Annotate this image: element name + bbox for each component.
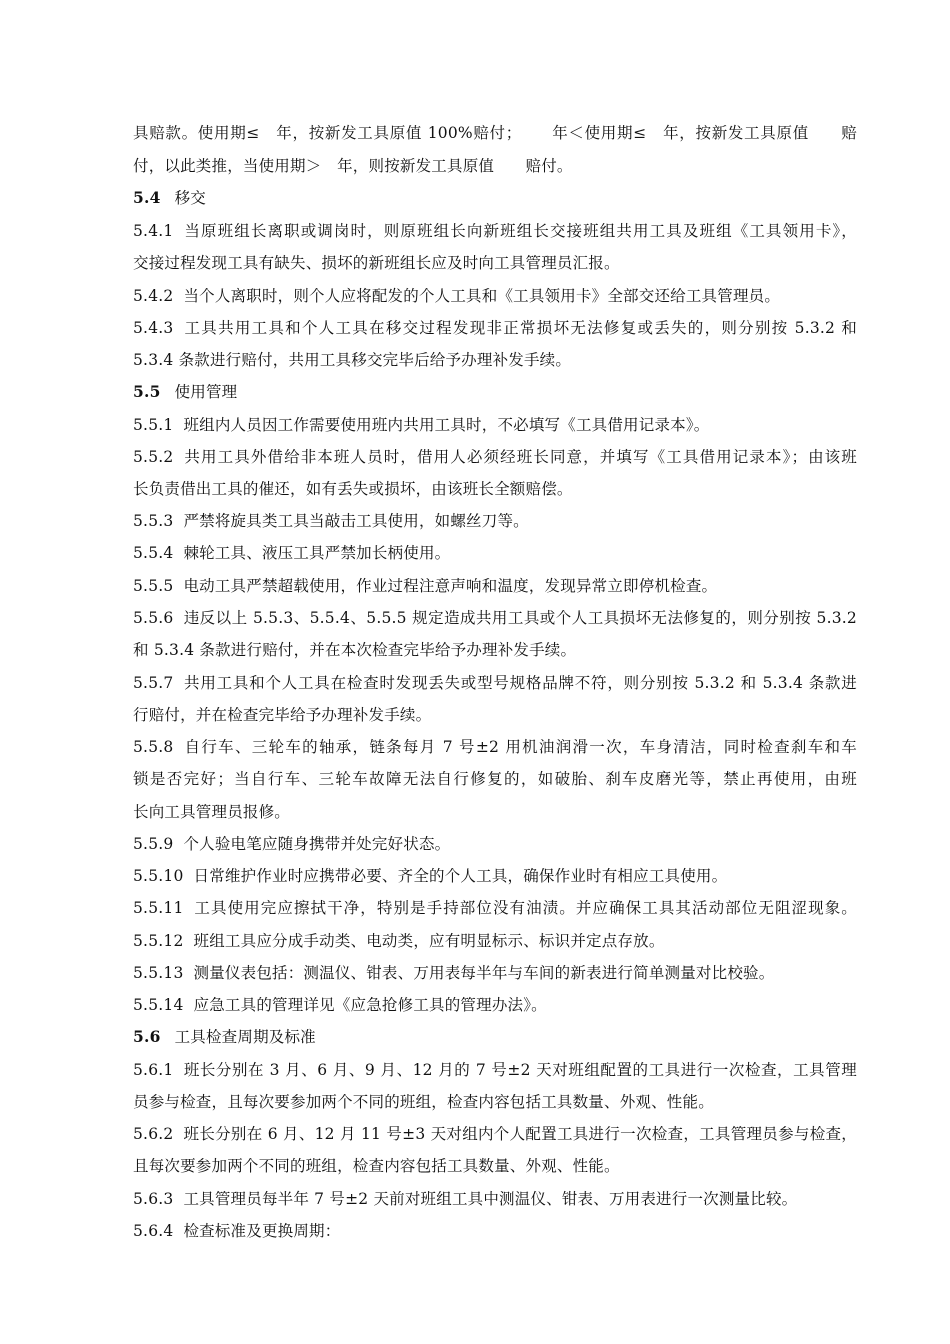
text-line: 具赔款。使用期≤ 年，按新发工具原值 100%赔付； 年＜使用期≤ 年，按新发工具原值 赔 [133,124,857,142]
text-line: 行赔付，并在检查完毕给予办理补发手续。 [133,706,432,724]
clause-line: 5.4.2 当个人离职时，则个人应将配发的个人工具和《工具领用卡》全部交还给工具管理员。 [133,287,781,305]
text-line: 和 5.3.4 条款进行赔付，并在本次检查完毕给予办理补发手续。 [133,641,577,659]
clause-line: 5.5.4 棘轮工具、液压工具严禁加长柄使用。 [133,544,451,562]
clause-line: 5.6.3 工具管理员每半年 7 号±2 天前对班组工具中测温仪、钳表、万用表进行一次测量比较。 [133,1190,798,1208]
text-line: 且每次要参加两个不同的班组，检查内容包括工具数量、外观、性能。 [133,1157,620,1175]
clause-line: 5.5.14 应急工具的管理详见《应急抢修工具的管理办法》。 [133,996,547,1014]
text-line: 付，以此类推，当使用期＞ 年，则按新发工具原值 赔付。 [133,157,573,175]
clause-line: 5.5.3 严禁将旋具类工具当敲击工具使用，如螺丝刀等。 [133,512,529,530]
text-line: 长负责借出工具的催还，如有丢失或损坏，由该班长全额赔偿。 [133,480,573,498]
text-line: 锁是否完好；当自行车、三轮车故障无法自行修复的，如破胎、刹车皮磨光等，禁止再使用，由班 [133,770,857,788]
clause-line: 5.5.1 班组内人员因工作需要使用班内共用工具时，不必填写《工具借用记录本》。 [133,416,710,434]
section-heading: 5.6 工具检查周期及标准 [133,1027,316,1046]
clause-line: 5.6.4 检查标准及更换周期： [133,1222,341,1240]
clause-line: 5.4.3 工具共用工具和个人工具在移交过程发现非正常损坏无法修复或丢失的，则分别按 5.3.2 和 [133,319,857,337]
section-heading: 5.4 移交 [133,188,206,207]
section-heading: 5.5 使用管理 [133,382,238,401]
clause-line: 5.5.9 个人验电笔应随身携带并处完好状态。 [133,835,451,853]
text-line: 5.3.4 条款进行赔付，共用工具移交完毕后给予办理补发手续。 [133,351,572,369]
clause-line: 5.4.1 当原班组长离职或调岗时，则原班组长向新班组长交接班组共用工具及班组《工具领用卡》， [133,222,857,240]
clause-line: 5.6.2 班长分别在 6 月、12 月 11 号±3 天对组内个人配置工具进行一次检查，工具管理员参与检查， [133,1125,857,1143]
clause-line: 5.5.8 自行车、三轮车的轴承，链条每月 7 号±2 用机油润滑一次，车身清洁，同时检查刹车和车 [133,738,857,756]
clause-line: 5.6.1 班长分别在 3 月、6 月、9 月、12 月的 7 号±2 天对班组配置的工具进行一次检查，工具管理 [133,1061,857,1079]
clause-line: 5.5.11 工具使用完应擦拭干净，特别是手持部位没有油渍。并应确保工具其活动部位无阻涩现象。 [133,899,857,917]
text-line: 长向工具管理员报修。 [133,803,291,821]
clause-line: 5.5.10 日常维护作业时应携带必要、齐全的个人工具，确保作业时有相应工具使用。 [133,867,728,885]
clause-line: 5.5.7 共用工具和个人工具在检查时发现丢失或型号规格品牌不符，则分别按 5.3.2 和 5.3.4 条款进 [133,674,857,692]
clause-line: 5.5.6 违反以上 5.5.3、5.5.4、5.5.5 规定造成共用工具或个人工具损坏无法修复的，则分别按 5.3.2 [133,609,857,627]
clause-line: 5.5.12 班组工具应分成手动类、电动类，应有明显标示、标识并定点存放。 [133,932,665,950]
text-line: 交接过程发现工具有缺失、损坏的新班组长应及时向工具管理员汇报。 [133,254,620,272]
clause-line: 5.5.2 共用工具外借给非本班人员时，借用人必须经班长同意，并填写《工具借用记录本》；由该班 [133,448,857,466]
text-line: 员参与检查，且每次要参加两个不同的班组，检查内容包括工具数量、外观、性能。 [133,1093,714,1111]
clause-line: 5.5.13 测量仪表包括：测温仪、钳表、万用表每半年与车间的新表进行简单测量对比校验。 [133,964,775,982]
clause-line: 5.5.5 电动工具严禁超载使用，作业过程注意声响和温度，发现异常立即停机检查。 [133,577,718,595]
